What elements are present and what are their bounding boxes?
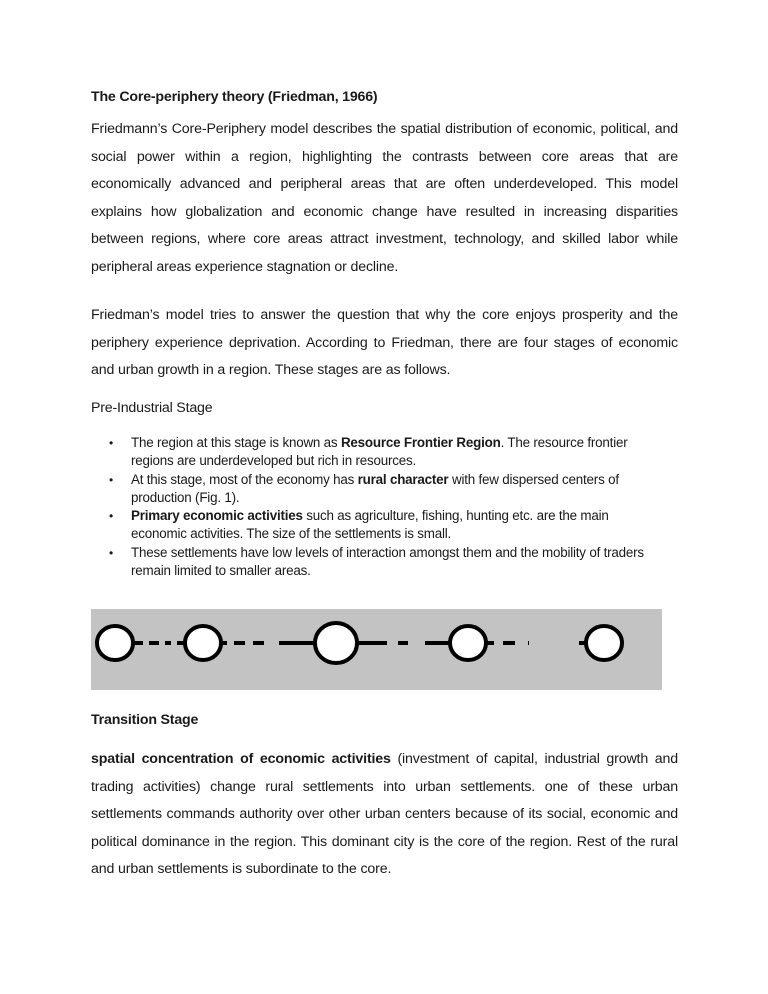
settlement-node (97, 626, 133, 660)
bullet-text: . The resource frontier regions are underdeveloped but rich in resources. (131, 435, 628, 469)
pre-industrial-stage-heading: Pre-Industrial Stage (91, 400, 213, 416)
pre-industrial-bullet-list (91, 434, 651, 580)
settlement-node (185, 626, 221, 660)
bullet-text: The region at this stage is known as (131, 435, 341, 450)
bullet-text: These settlements have low levels of interaction amongst them and the mobility of traders remain limited to smaller areas. (131, 544, 644, 579)
core-settlement-node (315, 623, 357, 663)
settlement-node (450, 626, 486, 660)
transition-paragraph (91, 746, 678, 884)
bullet-text: At this stage, most of the economy has (131, 471, 358, 487)
bullet-item (91, 471, 651, 508)
settlement-diagram-figure (91, 609, 662, 690)
bullet-item (91, 544, 651, 581)
document-title: The Core-periphery theory (Friedman, 1966) (91, 89, 378, 105)
bullet-text: with few dispersed centers of production (Fig. 1). (131, 471, 619, 505)
intro-paragraph: Friedmann’s Core-Periphery model describes the spatial distribution of economic, political, and social power within a region, highlighting the contrasts between core areas that are economically advanced and peripheral areas that are often underdeveloped. This model explains how globalization and economic change have resulted in increasing disparities between regions, where core areas attract investment, technology, and skilled labor while peripheral areas experience stagnation or decline. (91, 121, 678, 275)
bullet-bold-term: Resource Frontier Region (340, 435, 501, 450)
transition-stage-heading: Transition Stage (91, 712, 199, 728)
bullet-text: such as agriculture, fishing, hunting etc. are the main economic activities. The size of the settlements is small. (131, 508, 609, 542)
bullet-item (91, 434, 651, 471)
transition-bold-lead: spatial concentration of economic activities (91, 751, 391, 767)
bullet-bold-term: rural character (357, 471, 449, 487)
bullet-item (91, 507, 651, 544)
transition-text: (investment of capital, industrial growth and trading activities) change rural settlements into urban settlements. one of these urban settlements commands authority over other urban centers because of its social, economic and political dominance in the region. This dominant city is the core of the region. Rest of the rural and urban settlements is subordinate to the core. (91, 751, 678, 877)
bullet-bold-term: Primary economic activities (131, 508, 303, 524)
dispersed-settlements-diagram (91, 609, 662, 690)
question-paragraph: Friedman’s model tries to answer the question that why the core enjoys prosperity and the periphery experience deprivation. According to Friedman, there are four stages of economic and urban growth in a region. These stages are as follows. (91, 307, 678, 378)
settlement-node (586, 626, 622, 660)
